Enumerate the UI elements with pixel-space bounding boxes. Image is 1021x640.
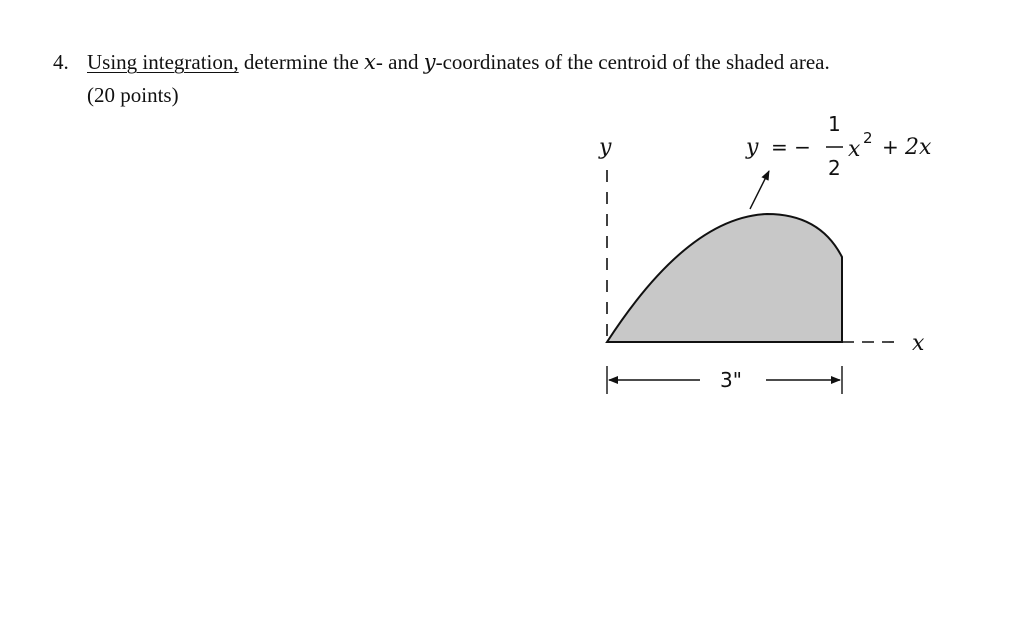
points-label: (20 points) <box>87 83 179 107</box>
text-after: -coordinates of the centroid of the shaded area. <box>435 50 830 74</box>
shaded-area <box>607 214 842 342</box>
equation-lhs: y <box>746 135 759 160</box>
equation-exponent: 2 <box>863 129 873 147</box>
curve-equation <box>745 112 932 180</box>
equation-term-2x: 2x <box>905 135 932 160</box>
text-before-x: determine the <box>238 50 365 74</box>
equation-term-x: x <box>848 137 861 162</box>
var-y: y <box>423 50 436 74</box>
fraction-numerator: 1 <box>828 112 841 136</box>
text-between: - and <box>375 50 424 74</box>
var-x: x <box>364 50 376 74</box>
equation-leader-arrow <box>750 171 769 209</box>
x-axis-label: x <box>912 331 925 356</box>
fraction-denominator: 2 <box>828 156 841 180</box>
equation-plus: + <box>882 135 899 159</box>
method-underlined: Using integration, <box>87 50 239 74</box>
y-axis-label: y <box>599 135 612 160</box>
problem-number: 4. <box>53 50 69 74</box>
dimension-label: 3" <box>720 368 742 392</box>
equation-equals-minus: = − <box>771 135 811 159</box>
